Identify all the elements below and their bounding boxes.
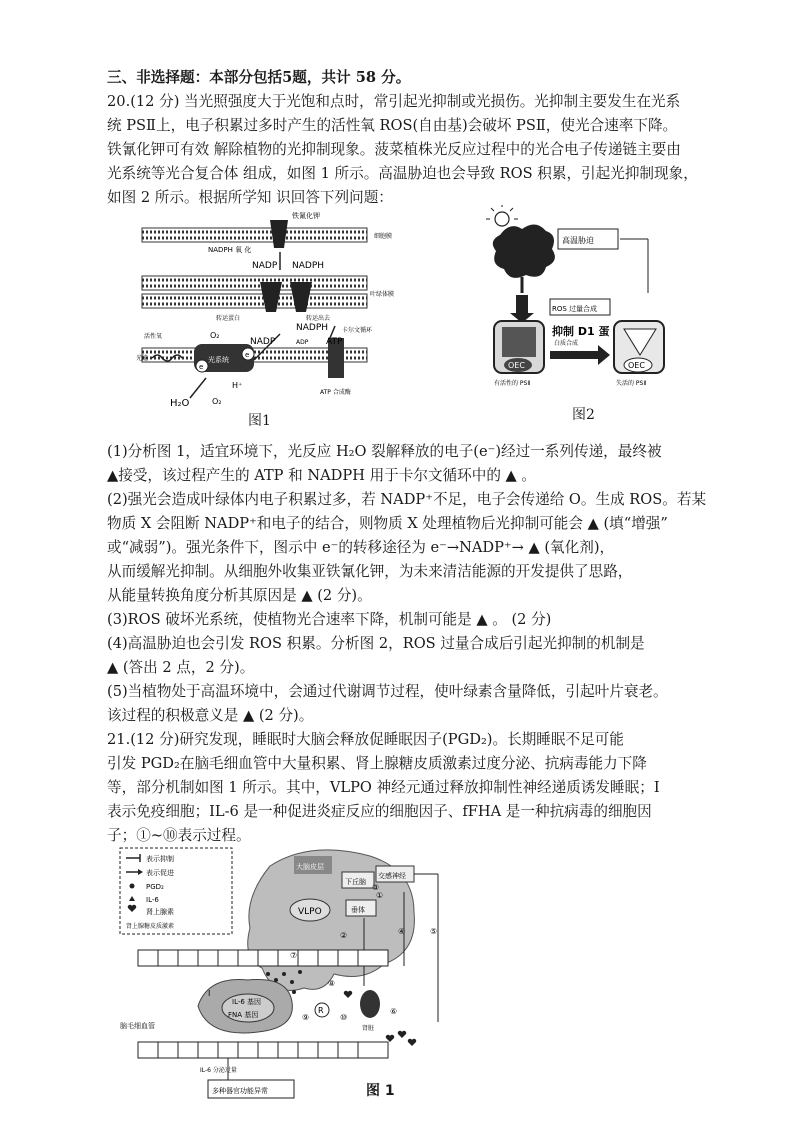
q21-fig-caption: 图 1 — [366, 1083, 395, 1099]
q20-figure-1 — [130, 208, 420, 413]
capillary-wall-bottom — [138, 1042, 388, 1058]
q21-intro-line-3: 等，部分机制如图 1 所示。其中，VLPO 神经元通过释放抑制性神经递质诱发睡眠；I — [107, 779, 660, 796]
q21-kidney-label: 肾脏 — [362, 1025, 375, 1032]
q20-question-line-8: (3)ROS 破坏光系统，使植物光合速率下降，机制可能是 ▲ 。 (2 分) — [107, 611, 552, 628]
fig1-atp-label: ATP — [326, 337, 343, 347]
q20-question-line-1: (1)分析图 1，适宜环境下，光反应 H₂O 裂解释放的电子(e⁻)经过一系列传递，最终被 — [107, 443, 662, 460]
fig1-h2o-label: H₂O — [170, 398, 190, 409]
q21-step-7: ⑦ — [290, 951, 298, 960]
q20-question-line-12: 该过程的积极意义是 ▲ (2 分)。 — [107, 707, 314, 724]
arrow-to-inactive — [550, 345, 610, 365]
fig2-inactive-label: 失活的 PSⅡ — [616, 380, 647, 387]
q21-step-8: ⑧ — [328, 979, 336, 988]
arrow-h2o — [190, 378, 206, 398]
legend-adrenaline: 肾上腺素 — [146, 908, 174, 916]
fig1-transport-out-label: 转运出去 — [306, 315, 331, 322]
legend-pgd2: PGD₂ — [146, 883, 164, 891]
q21-fna-gene-label: FNA 基因 — [228, 1011, 259, 1019]
q20-intro-line-2: 统 PSⅡ上，电子积累过多时产生的活性氧 ROS(自由基)会破坏 PSⅡ，使光合速率下降。 — [107, 117, 678, 134]
q20-intro-line-4: 光系统等光合复合体 组成，如图 1 所示。高温胁迫也会导致 ROS 积累，引起光抑制现象， — [107, 165, 698, 182]
fig1-o2a-label: O₂ — [210, 331, 220, 340]
legend-promote: 表示促进 — [146, 869, 174, 877]
q21-r-label: R — [318, 1006, 324, 1015]
q21-intro-line-1: 21.(12 分)研究发现，睡眠时大脑会释放促睡眠因子(PGD₂)。长期睡眠不足可能 — [107, 731, 624, 748]
fig1-nadph-ox-label: NADPH 氧 化 — [208, 246, 252, 254]
capillary-wall-top — [138, 950, 388, 966]
q21-step-9: ⑨ — [302, 1013, 310, 1022]
ferricyanide-channel — [270, 220, 288, 248]
fig1-e1-label: e — [199, 363, 204, 371]
fig2-inhibit-label: 抑制 D1 蛋 — [552, 325, 610, 338]
q21-i-label: I — [208, 989, 211, 998]
fig1-nadp-label: NADP — [252, 261, 278, 271]
fig2-heat-label: 高温胁迫 — [562, 236, 594, 245]
q20-question-line-6: 从而缓解光抑制。从细胞外收集亚铁氰化钾，为未来清洁能源的开发提供了思路， — [107, 563, 633, 580]
q21-step-2: ② — [340, 931, 348, 940]
legend-inhibit: 表示抑制 — [146, 855, 174, 863]
q21-step-6: ⑥ — [390, 1007, 398, 1016]
q20-question-line-9: (4)高温胁迫也会引发 ROS 积累。分析图 2，ROS 过量合成后引起光抑制的机制是 — [107, 635, 645, 652]
q21-step-3: ③ — [372, 883, 380, 892]
fig1-atp-synthase-label: ATP 合成酶 — [320, 389, 351, 396]
q21-il6-gene-label: IL-6 基因 — [232, 998, 262, 1006]
fig1-ferri-label: 铁氰化钾 — [292, 212, 320, 220]
sun-icon — [486, 205, 518, 226]
fig1-o2b-label: O₂ — [212, 397, 222, 406]
plant-icon — [493, 224, 555, 293]
arrow-plant-down — [510, 295, 534, 323]
legend-corticoid: 肾上腺糖皮质激素 — [126, 923, 175, 930]
fig1-adp-label: ADP — [296, 339, 309, 346]
q20-intro-line-5: 如图 2 所示。根据所学知 识回答下列问题： — [107, 189, 393, 206]
q21-intro-line-5: 子；①~⑩表示过程。 — [107, 827, 251, 844]
q21-hypothalamus-label: 下丘脑 — [345, 878, 366, 886]
q21-step-10: ⑩ — [340, 1013, 348, 1022]
q20-intro-line-1: 20.(12 分) 当光照强度大于光饱和点时，常引起光抑制或光损伤。光抑制主要发生在光系 — [107, 93, 681, 110]
q20-fig1-caption: 图1 — [248, 413, 271, 429]
q21-figure-1 — [118, 846, 458, 1106]
fig1-nadph2-label: NADPH — [296, 323, 329, 333]
fig1-calvin-label: 卡尔文循环 — [342, 327, 373, 334]
fig1-nadp2-label: NADP — [250, 337, 276, 347]
q21-multi-organ-label: 多种器官功能异常 — [212, 1087, 268, 1095]
fig1-ros-label: 活性氧 — [144, 333, 163, 340]
fig1-photosystem-label: 光系统 — [208, 356, 229, 364]
q20-question-line-2: ▲接受，该过程产生的 ATP 和 NADPH 用于卡尔文循环中的 ▲ 。 — [107, 467, 537, 484]
q20-question-line-7: 从能量转换角度分析其原因是 ▲ (2 分)。 — [107, 587, 372, 604]
fig2-oec1-label: OEC — [508, 361, 525, 370]
fig2-active-label: 有活性的 PSⅡ — [494, 380, 531, 387]
fig2-inhibit2-label: 白质合成 — [554, 340, 579, 347]
q21-vlpo-label: VLPO — [298, 907, 322, 917]
fig1-nadph-label: NADPH — [292, 261, 325, 271]
q21-cortex-label: 大脑皮层 — [296, 863, 324, 871]
q21-step-1: ① — [376, 891, 384, 900]
hearts-adrenaline — [344, 991, 416, 1046]
q21-intro-line-4: 表示免疫细胞；IL-6 是一种促进炎症反应的细胞因子、fFHA 是一种抗病毒的细胞因 — [107, 803, 652, 820]
q20-question-line-10: ▲ (答出 2 点，2 分)。 — [107, 659, 255, 676]
fig2-oec2-label: OEC — [628, 361, 645, 370]
fig2-ros-label: ROS 过量合成 — [552, 305, 598, 313]
legend-box — [120, 848, 232, 934]
fig1-hplus-label: H⁺ — [232, 381, 243, 390]
fig1-e2-label: e — [245, 351, 250, 359]
q20-question-line-11: (5)当植物处于高温环境中，会通过代谢调节过程，使叶绿素含量降低，引起叶片衰老。 — [107, 683, 668, 700]
q21-capillary-label: 脑毛细血管 — [120, 1022, 155, 1030]
fig1-light-label: 光能 — [136, 355, 149, 362]
q20-fig2-caption: 图2 — [572, 407, 595, 423]
thylakoid-membrane-outer — [142, 276, 367, 308]
section-title: 三、非选择题：本部分包括5题，共计 58 分。 — [107, 69, 411, 86]
q20-figure-2 — [480, 205, 670, 405]
q20-question-line-5: 或“减弱”)。强光条件下，图示中 e⁻的转移途径为 e⁻→NADP⁺→ ▲ (氧化剂)， — [107, 539, 615, 556]
fig1-transport-in-label: 转运蛋白 — [216, 315, 241, 322]
q20-question-line-3: (2)强光会造成叶绿体内电子积累过多，若 NADP⁺不足，电子会传递给 O。生成 ROS。若某 — [107, 491, 707, 508]
fig1-thylakoid-label: 叶绿体膜 — [370, 291, 395, 298]
q21-intro-line-2: 引发 PGD₂在脑毛细血管中大量积累、肾上腺糖皮质激素过度分泌、抗病毒能力下降 — [107, 755, 647, 772]
fig1-cell-membrane-label: 细胞膜 — [374, 233, 393, 240]
active-psii-core — [502, 327, 536, 357]
cell-membrane — [142, 228, 367, 242]
legend-il6: IL-6 — [146, 896, 159, 904]
q21-step-4: ④ — [398, 927, 406, 936]
q20-question-line-4: 物质 X 会阻断 NADP⁺和电子的结合，则物质 X 处理植物后光抑制可能会 ▲ (填“增强” — [107, 515, 668, 532]
q21-pituitary-label: 垂体 — [351, 906, 365, 914]
q21-il6-excess-label: IL-6 分泌过量 — [200, 1067, 237, 1074]
q21-step-5: ⑤ — [430, 927, 438, 936]
q21-sympathetic-label: 交感神经 — [378, 872, 406, 880]
kidney-icon — [360, 990, 380, 1018]
q20-intro-line-3: 铁氰化钾可有效 解除植物的光抑制现象。菠菜植株光反应过程中的光合电子传递链主要由 — [107, 141, 681, 158]
